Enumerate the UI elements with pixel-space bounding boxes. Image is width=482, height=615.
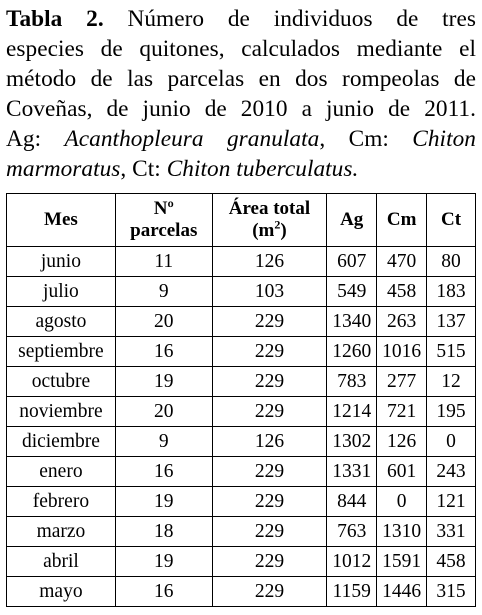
table-row <box>7 247 476 277</box>
cell-ag: 1340 <box>327 307 377 337</box>
cell-cm: 0 <box>377 487 427 517</box>
cell-cm: 263 <box>377 307 427 337</box>
cell-ct: 0 <box>427 427 476 457</box>
table-caption <box>6 4 476 184</box>
cell-mes: enero <box>7 457 116 487</box>
cell-area: 229 <box>212 367 327 397</box>
cell-area: 229 <box>212 457 327 487</box>
table-row <box>7 367 476 397</box>
cell-cm: 470 <box>377 247 427 277</box>
cell-ct: 137 <box>427 307 476 337</box>
header-parcelas: Nº parcelas <box>115 194 212 247</box>
cell-ag: 1260 <box>327 337 377 367</box>
cell-mes: abril <box>7 547 116 577</box>
cell-area: 229 <box>212 487 327 517</box>
cell-parcelas: 19 <box>115 547 212 577</box>
header-ct: Ct <box>427 194 476 247</box>
cell-parcelas: 16 <box>115 337 212 367</box>
table-row <box>7 397 476 427</box>
table-row <box>7 307 476 337</box>
cell-cm: 277 <box>377 367 427 397</box>
table-row <box>7 547 476 577</box>
cell-parcelas: 18 <box>115 517 212 547</box>
caption-label: Tabla 2. <box>6 6 104 32</box>
caption-line-6: marmoratus, Ct: Chiton tuberculatus. <box>6 156 359 182</box>
cell-mes: junio <box>7 247 116 277</box>
cell-cm: 601 <box>377 457 427 487</box>
header-ag: Ag <box>327 194 377 247</box>
cell-ag: 783 <box>327 367 377 397</box>
cell-area: 229 <box>212 397 327 427</box>
cell-parcelas: 9 <box>115 277 212 307</box>
data-table <box>6 193 476 607</box>
table-header-row <box>7 194 476 247</box>
cell-area: 229 <box>212 307 327 337</box>
cell-parcelas: 16 <box>115 457 212 487</box>
species-name: Chiton <box>412 126 476 152</box>
cell-ct: 80 <box>427 247 476 277</box>
cell-mes: diciembre <box>7 427 116 457</box>
caption-line-5: Ag: Acanthopleura granulata, Cm: Chiton <box>6 126 476 152</box>
cell-ag: 607 <box>327 247 377 277</box>
cell-mes: julio <box>7 277 116 307</box>
cell-area: 229 <box>212 577 327 607</box>
cell-ct: 243 <box>427 457 476 487</box>
cell-area: 229 <box>212 517 327 547</box>
cell-mes: noviembre <box>7 397 116 427</box>
table-row <box>7 517 476 547</box>
cell-parcelas: 20 <box>115 307 212 337</box>
caption-line-3: método de las parcelas en dos rompeolas de <box>6 66 476 92</box>
caption-line-2: especies de quitones, calculados mediante el <box>6 36 476 62</box>
cell-ag: 1159 <box>327 577 377 607</box>
caption-line-1: Tabla 2. Número de individuos de tres <box>6 6 476 32</box>
cell-ct: 195 <box>427 397 476 427</box>
cell-mes: marzo <box>7 517 116 547</box>
cell-ct: 315 <box>427 577 476 607</box>
cell-ag: 844 <box>327 487 377 517</box>
cell-ct: 458 <box>427 547 476 577</box>
cell-mes: febrero <box>7 487 116 517</box>
cell-cm: 721 <box>377 397 427 427</box>
cell-parcelas: 16 <box>115 577 212 607</box>
cell-cm: 1310 <box>377 517 427 547</box>
header-cm: Cm <box>377 194 427 247</box>
header-area: Área total $(m^2)$ <box>212 194 327 247</box>
cell-ag: 1302 <box>327 427 377 457</box>
species-name: marmoratus <box>6 156 121 182</box>
cell-parcelas: 20 <box>115 397 212 427</box>
species-name: Acanthopleura granulata <box>64 126 320 152</box>
cell-parcelas: 11 <box>115 247 212 277</box>
cell-cm: 1591 <box>377 547 427 577</box>
table-row <box>7 457 476 487</box>
table-row <box>7 427 476 457</box>
cell-mes: mayo <box>7 577 116 607</box>
cell-area: 229 <box>212 547 327 577</box>
cell-area: 103 <box>212 277 327 307</box>
cell-mes: agosto <box>7 307 116 337</box>
cell-area: 126 <box>212 247 327 277</box>
cell-cm: 1446 <box>377 577 427 607</box>
cell-ag: 1331 <box>327 457 377 487</box>
cell-ct: 12 <box>427 367 476 397</box>
cell-ag: 1012 <box>327 547 377 577</box>
cell-ct: 121 <box>427 487 476 517</box>
header-mes: Mes <box>7 194 116 247</box>
cell-ct: 183 <box>427 277 476 307</box>
table-row <box>7 337 476 367</box>
cell-cm: 458 <box>377 277 427 307</box>
cell-parcelas: 19 <box>115 487 212 517</box>
cell-cm: 126 <box>377 427 427 457</box>
cell-ag: 1214 <box>327 397 377 427</box>
cell-area: 229 <box>212 337 327 367</box>
cell-cm: 1016 <box>377 337 427 367</box>
cell-parcelas: 19 <box>115 367 212 397</box>
cell-mes: septiembre <box>7 337 116 367</box>
cell-parcelas: 9 <box>115 427 212 457</box>
cell-area: 126 <box>212 427 327 457</box>
table-row <box>7 577 476 607</box>
cell-ct: 331 <box>427 517 476 547</box>
cell-ct: 515 <box>427 337 476 367</box>
cell-ag: 549 <box>327 277 377 307</box>
table-row <box>7 487 476 517</box>
table-row <box>7 277 476 307</box>
species-name: Chiton tuberculatus. <box>166 156 359 182</box>
cell-mes: octubre <box>7 367 116 397</box>
cell-ag: 763 <box>327 517 377 547</box>
caption-line-4: Coveñas, de junio de 2010 a junio de 2011. <box>6 96 476 122</box>
